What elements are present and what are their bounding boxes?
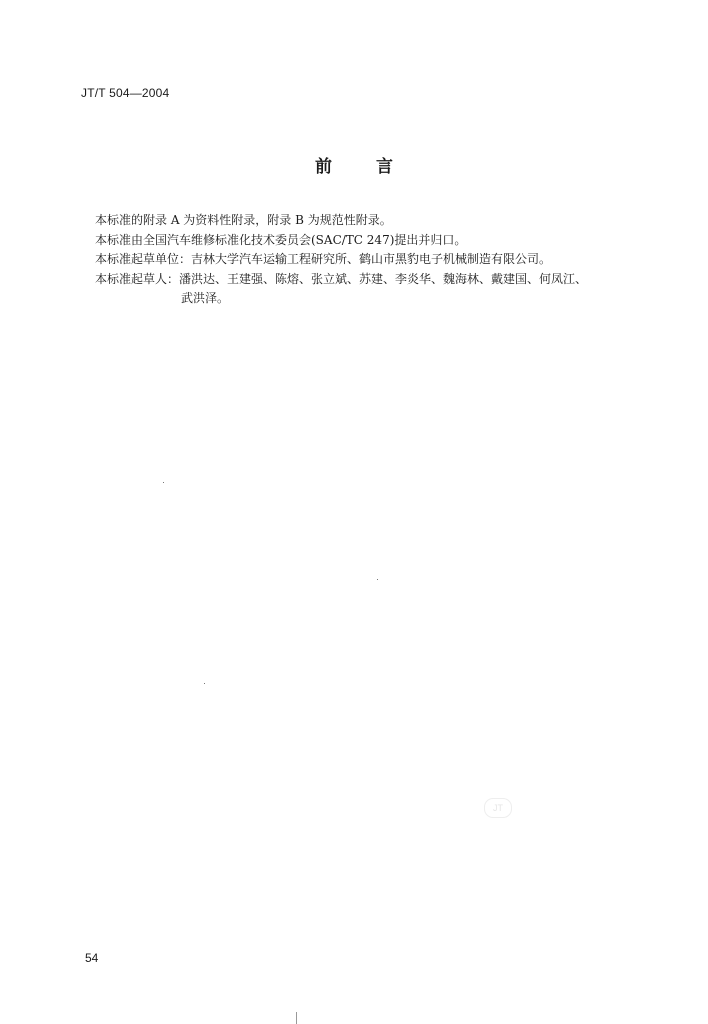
paragraph-drafters: 本标准起草人：潘洪达、王建强、陈熔、张立斌、苏建、李炎华、魏海林、戴建国、何凤江、: [95, 271, 588, 286]
scan-speck: [377, 579, 378, 580]
foreword-body: [95, 211, 625, 309]
page-number: 54: [85, 951, 99, 965]
title-char-2: 言: [376, 157, 393, 177]
watermark-logo: JT: [484, 798, 512, 818]
paragraph-drafting-units: 本标准起草单位：吉林大学汽车运输工程研究所、鹤山市黑豹电子机械制造有限公司。: [95, 252, 552, 266]
scan-edge-mark: [296, 1012, 297, 1024]
standard-code: JT/T 504—2004: [81, 86, 170, 100]
paragraph-drafters-continuation: 武洪泽。: [181, 291, 230, 305]
paragraph-annex: 本标准的附录 A 为资料性附录，附录 B 为规范性附录。: [95, 213, 392, 227]
title-char-1: 前: [315, 157, 332, 177]
page-title: [0, 152, 708, 177]
scan-speck: [163, 482, 164, 483]
paragraph-proposer: 本标准由全国汽车维修标准化技术委员会(SAC/TC 247)提出并归口。: [95, 232, 467, 247]
scan-speck: [204, 683, 205, 684]
